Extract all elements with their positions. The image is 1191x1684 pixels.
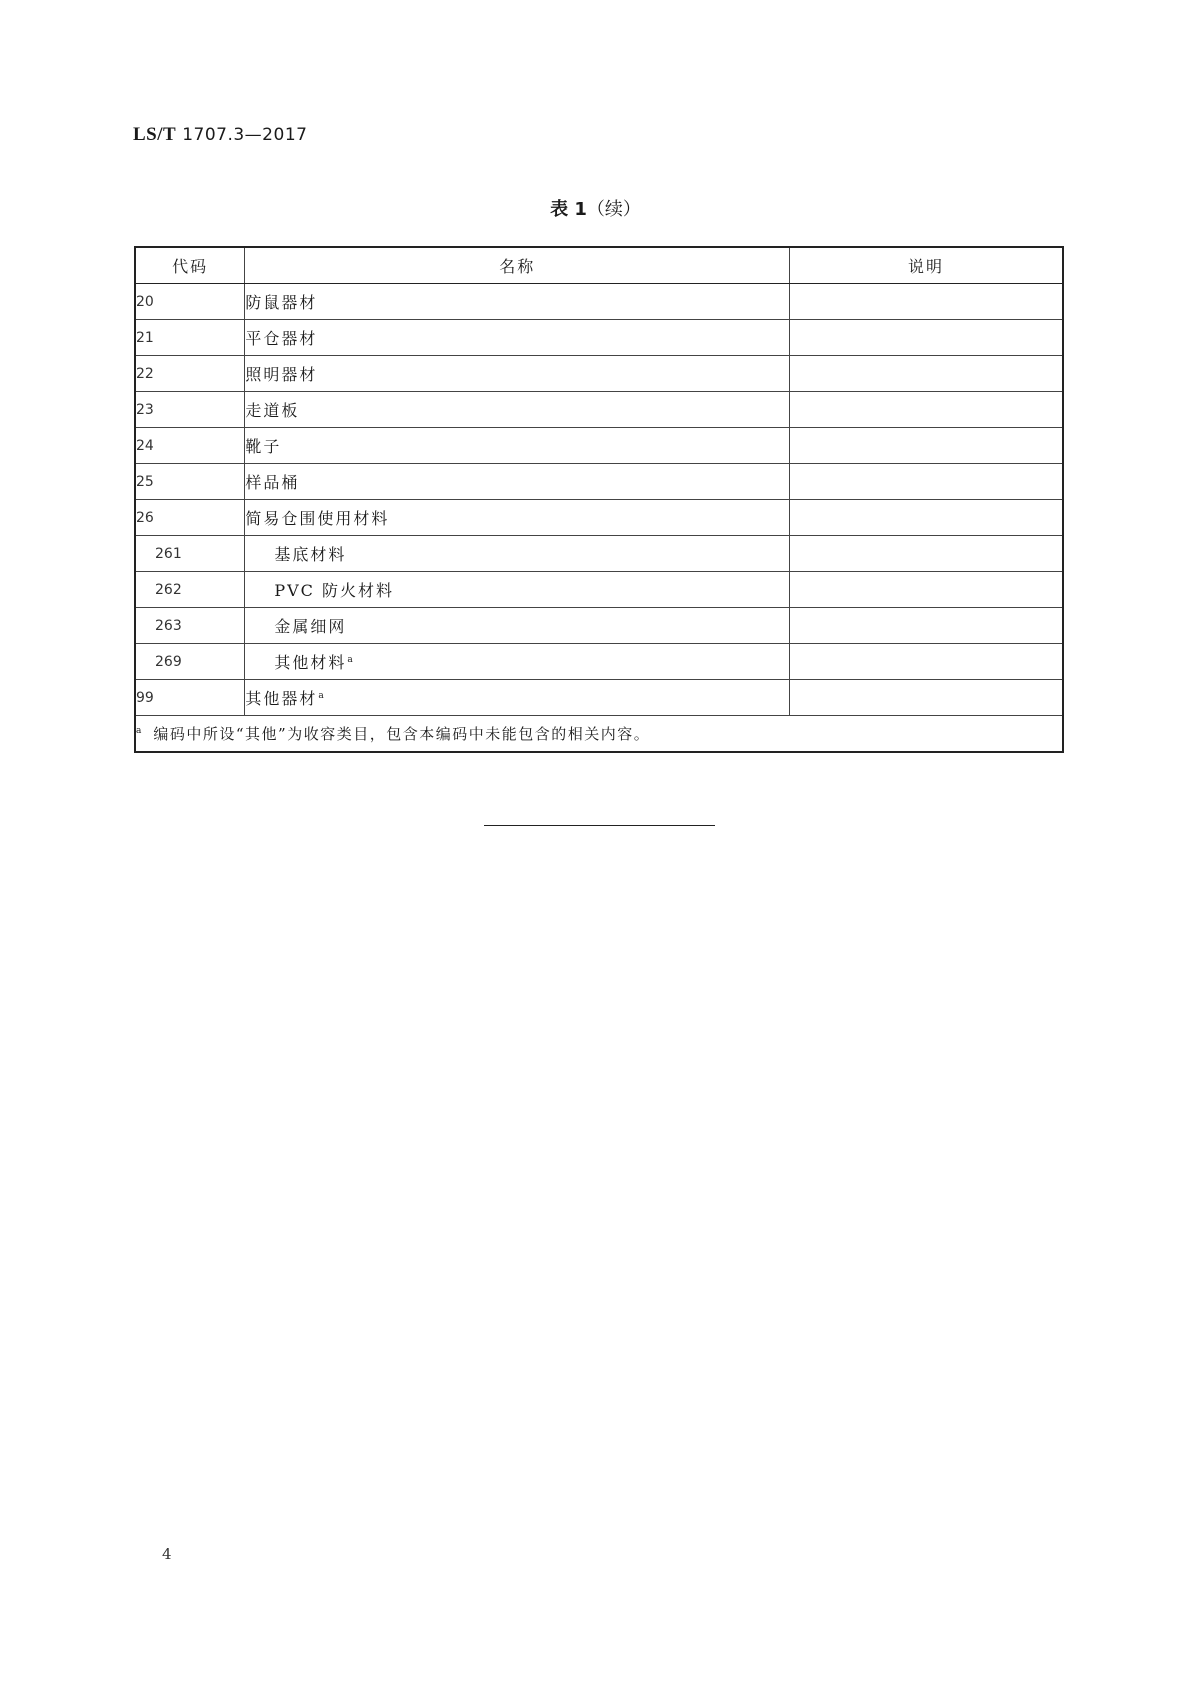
row-code: 25 <box>135 464 245 500</box>
row-description <box>790 392 1063 428</box>
row-name <box>245 644 790 680</box>
row-note-mark: a <box>318 690 324 701</box>
row-description <box>790 572 1063 608</box>
row-name <box>245 284 790 320</box>
row-name <box>245 680 790 716</box>
row-description <box>790 284 1063 320</box>
row-description <box>790 608 1063 644</box>
row-description <box>790 320 1063 356</box>
row-description <box>790 428 1063 464</box>
table-caption <box>0 195 1191 221</box>
row-name-text: 走道板 <box>245 401 300 420</box>
row-name <box>245 536 790 572</box>
page-number: 4 <box>162 1545 172 1563</box>
table-row <box>135 428 1063 464</box>
table-footnote <box>135 716 1063 753</box>
column-header-name: 名称 <box>245 247 790 284</box>
row-name-text: 防鼠器材 <box>245 293 318 312</box>
row-code: 20 <box>135 284 245 320</box>
row-name-text: 其他器材 <box>245 689 318 708</box>
row-name <box>245 608 790 644</box>
row-name-text: 简易仓围使用材料 <box>245 509 390 528</box>
row-name-text: 金属细网 <box>274 617 347 636</box>
row-name <box>245 500 790 536</box>
table-header-row <box>135 247 1063 284</box>
row-description <box>790 500 1063 536</box>
row-name <box>245 320 790 356</box>
code-table <box>134 246 1064 753</box>
row-description <box>790 464 1063 500</box>
row-description <box>790 644 1063 680</box>
table-row <box>135 644 1063 680</box>
table-footnote-row <box>135 716 1063 753</box>
footnote-text: 编码中所设“其他”为收容类目，包含本编码中未能包含的相关内容。 <box>153 725 651 743</box>
standard-number: 1707.3—2017 <box>182 125 308 145</box>
column-header-code: 代码 <box>135 247 245 284</box>
row-name-text: 基底材料 <box>274 545 347 564</box>
row-name <box>245 428 790 464</box>
table-row <box>135 392 1063 428</box>
row-code: 26 <box>135 500 245 536</box>
table-row <box>135 500 1063 536</box>
row-description <box>790 536 1063 572</box>
row-code: 262 <box>135 572 245 608</box>
row-code: 22 <box>135 356 245 392</box>
table-row <box>135 536 1063 572</box>
row-code: 99 <box>135 680 245 716</box>
row-description <box>790 356 1063 392</box>
row-name-text: 照明器材 <box>245 365 318 384</box>
row-name-text: PVC 防火材料 <box>274 581 394 600</box>
row-code: 269 <box>135 644 245 680</box>
row-name <box>245 572 790 608</box>
row-code: 23 <box>135 392 245 428</box>
table-caption-continued: （续） <box>586 199 641 220</box>
end-of-document-rule <box>484 825 715 826</box>
table-row <box>135 356 1063 392</box>
row-code: 261 <box>135 536 245 572</box>
row-name-text: 样品桶 <box>245 473 300 492</box>
row-name-text: 平仓器材 <box>245 329 318 348</box>
row-code: 24 <box>135 428 245 464</box>
document-header <box>133 124 307 146</box>
table-row <box>135 284 1063 320</box>
table-row <box>135 572 1063 608</box>
standard-prefix: LS/T <box>133 124 177 145</box>
row-code: 263 <box>135 608 245 644</box>
row-description <box>790 680 1063 716</box>
row-note-mark: a <box>347 654 353 665</box>
table-body <box>135 284 1063 716</box>
table-row <box>135 608 1063 644</box>
row-name <box>245 464 790 500</box>
table-caption-main: 表 1 <box>550 199 587 220</box>
table-row <box>135 320 1063 356</box>
row-name <box>245 356 790 392</box>
row-name-text: 靴子 <box>245 437 282 456</box>
row-name-text: 其他材料 <box>274 653 347 672</box>
row-name <box>245 392 790 428</box>
row-code: 21 <box>135 320 245 356</box>
table-row <box>135 680 1063 716</box>
footnote-mark: a <box>136 726 142 736</box>
column-header-description: 说明 <box>790 247 1063 284</box>
table-row <box>135 464 1063 500</box>
